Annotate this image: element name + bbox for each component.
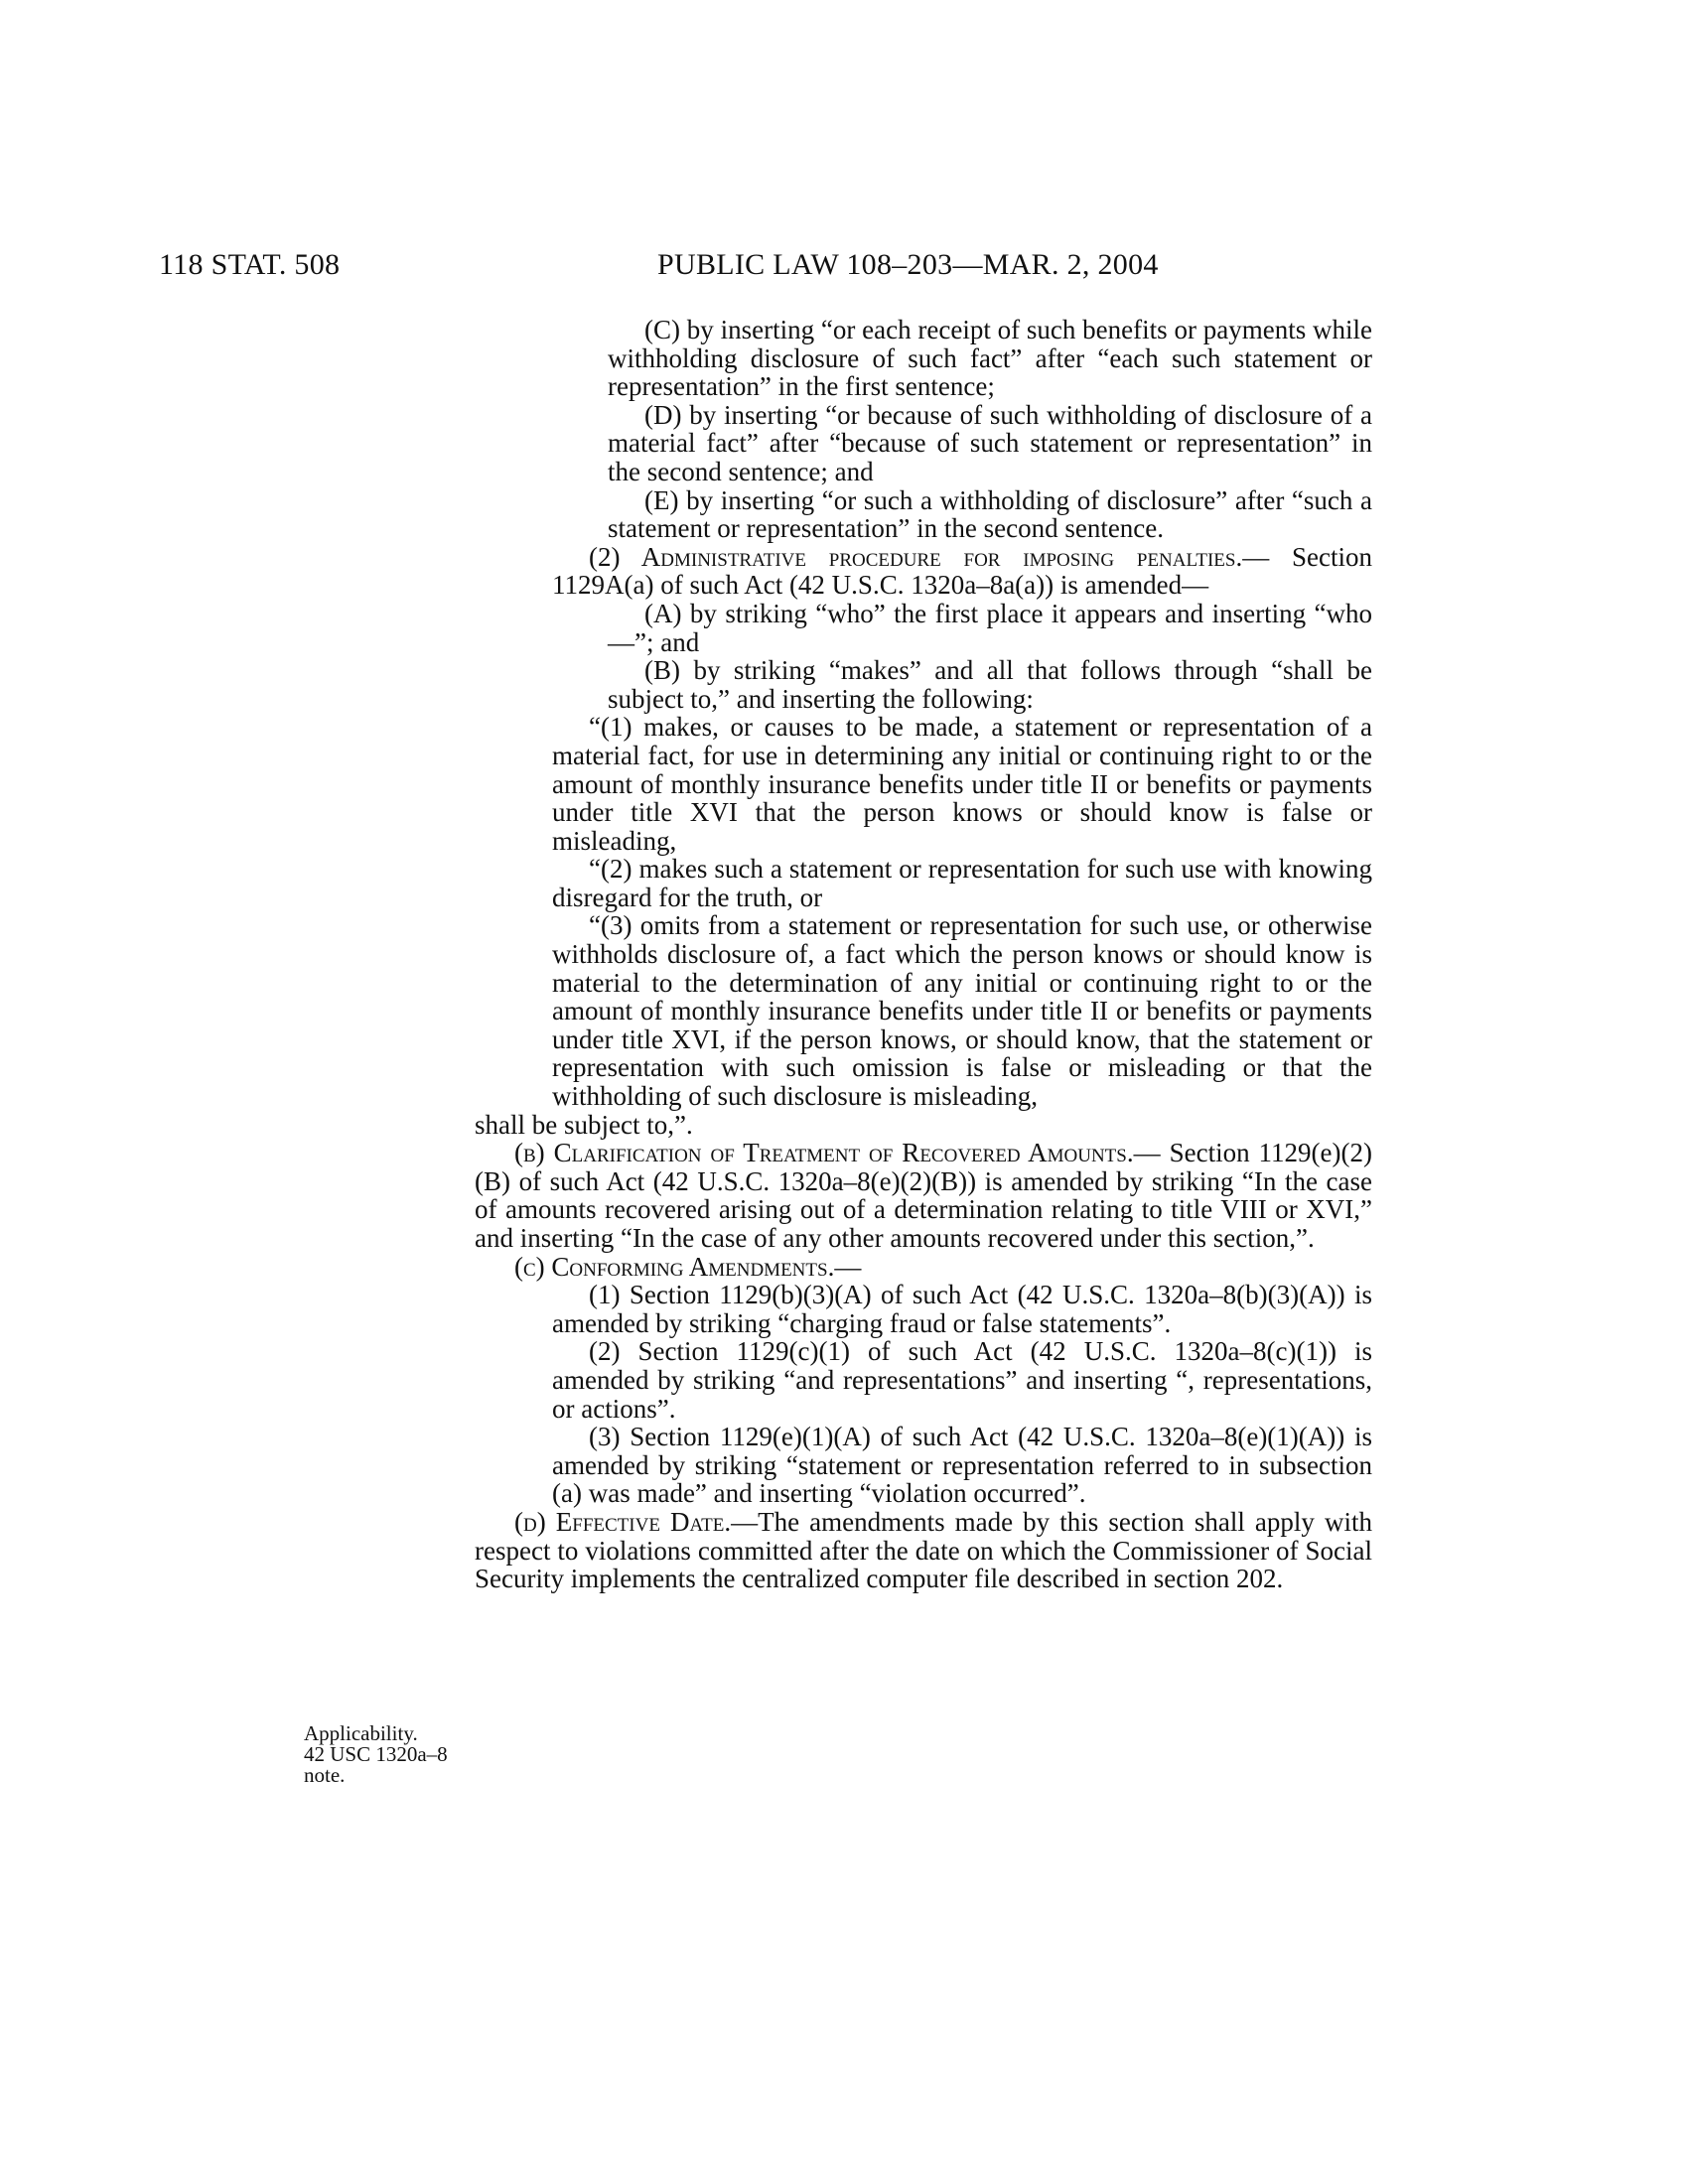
paragraph-e: (E) by inserting “or such a withholding of disclosure” after “such a statement or representation” in the second sentence. (608, 484, 1372, 544)
paragraph-2 (475, 543, 1372, 600)
page-reference: 118 STAT. 508 (159, 248, 341, 281)
section-heading: (b) Clarification of Treatment of Recovered Amounts.— (514, 1138, 1161, 1168)
margin-note (304, 1723, 473, 1786)
page-header-title: PUBLIC LAW 108–203—MAR. 2, 2004 (657, 248, 1159, 281)
conforming-amendment-1: (1) Section 1129(b)(3)(A) of such Act (42 U.S.C. 1320a–8(b)(3)(A)) is amended by striking “charging fraud or false statements”. (552, 1280, 1372, 1338)
section-heading: (c) Conforming Amendments.— (514, 1251, 862, 1282)
paragraph-a: (A) by striking “who” the first place it appears and inserting “who—”; and (608, 598, 1372, 657)
margin-note-line: note. (304, 1763, 346, 1787)
conforming-amendment-3: (3) Section 1129(e)(1)(A) of such Act (42 U.S.C. 1320a–8(e)(1)(A)) is amended by striking “statement or representation referred to in subsection (a) was made” and inserting “violation occurred”. (552, 1422, 1372, 1509)
quoted-clause-1: “(1) makes, or causes to be made, a statement or representation of a material fact, for use in determining any initial or continuing right to or the amount of monthly insurance benefits under title II or benefits or payments under title XVI that the person knows or should know is false or misleading, (552, 712, 1372, 856)
subsection-b (475, 1139, 1372, 1252)
closing-clause: shall be subject to,”. (475, 1109, 693, 1140)
conforming-amendment-2: (2) Section 1129(c)(1) of such Act (42 U.S.C. 1320a–8(c)(1)) is amended by striking “and representations” and inserting “, representations, or actions”. (552, 1336, 1372, 1424)
paragraph-b: (B) by striking “makes” and all that follows through “shall be subject to,” and inserting the following: (608, 655, 1372, 714)
section-text: Section 1129A(a) of such Act (42 U.S.C. 1320a–8a(a)) is amended— (552, 541, 1372, 601)
section-text: The amendments made by this section shall apply with respect to violations committed after the date on which the Commissioner of Social Security implements the centralized computer file described in section 202. (475, 1506, 1372, 1594)
section-text: Section 1129(e)(2)(B) of such Act (42 U.S.C. 1320a–8(e)(2)(B)) is amended by striking “In the case of amounts recovered arising out of a determination relating to title VIII or XVI,” and inserting “In the case of any other amounts recovered under this section,”. (475, 1138, 1372, 1253)
subsection-c-heading (475, 1253, 1372, 1282)
section-heading: (2) Administrative procedure for imposing penalties.— (589, 541, 1270, 572)
paragraph-c: (C) by inserting “or each receipt of such benefits or payments while withholding disclosure of such fact” after “each such statement or representation” in the first sentence; (608, 315, 1372, 402)
margin-note-line: 42 USC 1320a–8 (304, 1742, 448, 1766)
subsection-d (475, 1508, 1372, 1593)
margin-note-line: Applicability. (304, 1721, 418, 1745)
quoted-clause-2: “(2) makes such a statement or representation for such use with knowing disregard for the truth, or (552, 854, 1372, 912)
paragraph-d: (D) by inserting “or because of such withholding of disclosure of a material fact” after “because of such statement or representation” in the second sentence; and (608, 399, 1372, 486)
document-body (475, 316, 1372, 1593)
section-heading: (d) Effective Date.— (514, 1506, 759, 1537)
quoted-clause-3: “(3) omits from a statement or representation for such use, or otherwise withholds disclosure of, a fact which the person knows or should know is material to the determination of any initial or continuing right to or the amount of monthly insurance benefits under title II or benefits or payments under title XVI, if the person knows, or should know, that the statement or representation with such omission is false or misleading or that the withholding of such disclosure is misleading, (552, 910, 1372, 1112)
